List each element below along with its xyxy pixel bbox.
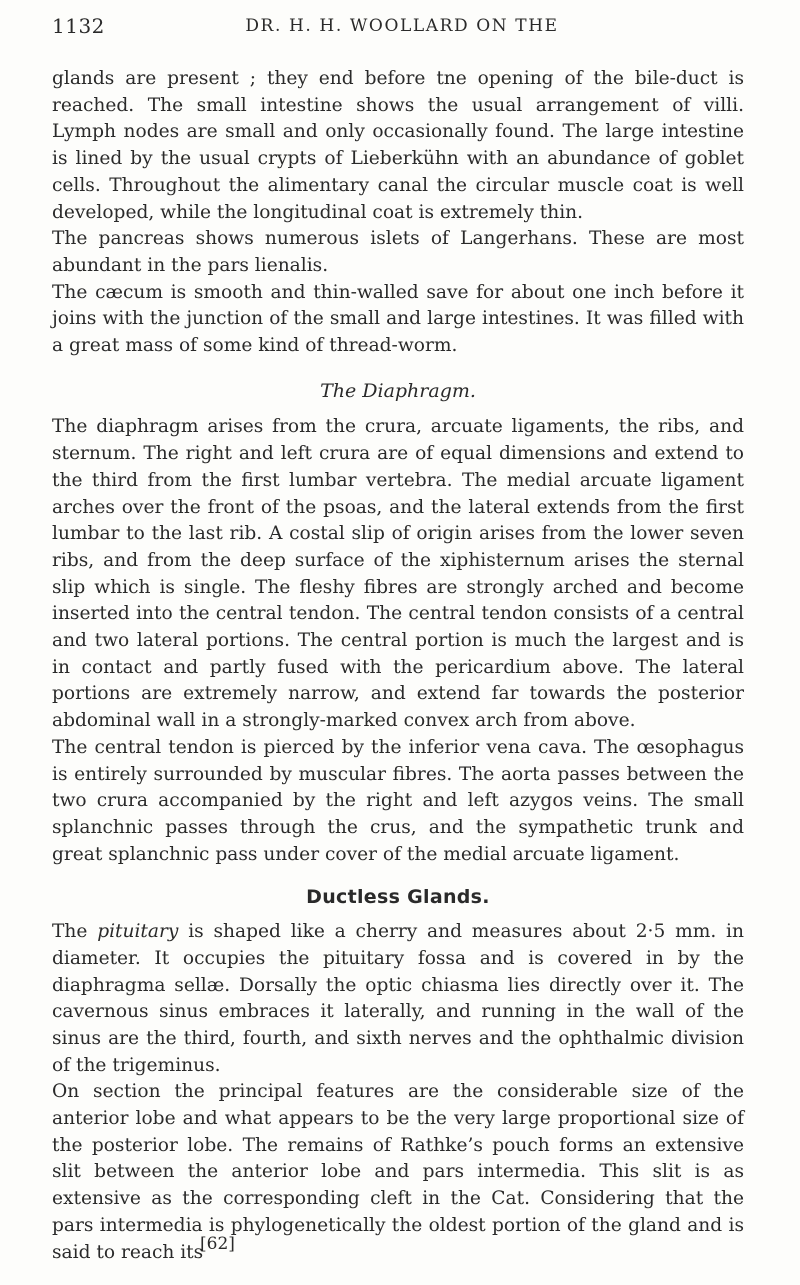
- paragraph-glands: glands are present ; they end before tne opening of the bile-duct is reached. The small intestine shows the usual arrangement of villi. Lymph nodes are small and only occasionally found. The large intestine is lined by the usual crypts of Lieberkühn with an abundance of goblet cells. Throughout the alimentary canal the circular muscle coat is well developed, while the longitudinal coat is extremely thin.: [52, 68, 744, 223]
- running-head: DR. H. H. WOOLLARD ON THE: [245, 16, 559, 36]
- paragraph-pituitary-section: On section the principal features are the considerable size of the anterior lobe and what appears to be the very large proportional size of the posterior lobe. The remains of Rathke’s pouch forms an extensive slit between the anterior lobe and pars intermedia. This slit is as extensive as the corresponding cleft in the Cat. Considering that the pars intermedia is phylogenetically the oldest portion of the gland and is said to reach its: [52, 1081, 744, 1263]
- pituitary-rest: is shaped like a cherry and measures about 2·5 mm. in diameter. It occupies the pituitary fossa and is covered in by the diaphragma sellæ. Dorsally the optic chiasma lies directly over it. The cavernous sinus embraces it laterally, and running in the wall of the sinus are the third, fourth, and sixth nerves and the ophthalmic division of the trigeminus.: [52, 921, 744, 1076]
- body-text: [52, 66, 744, 1266]
- pituitary-lead: The: [52, 921, 98, 943]
- paragraph-central-tendon: The central tendon is pierced by the inferior vena cava. The œsophagus is entirely surrounded by muscular fibres. The aorta passes between the two crura accompanied by the right and left azygos veins. The small splanchnic passes through the crus, and the sympathetic trunk and great splanchnic pass under cover of the medial arcuate ligament.: [52, 736, 744, 865]
- pituitary-term: pituitary: [97, 921, 179, 943]
- page-header: [52, 14, 752, 48]
- footer-bracket-mark: [62]: [200, 1234, 235, 1254]
- section-heading-ductless-glands: Ductless Glands.: [306, 886, 490, 909]
- page-number: 1132: [52, 14, 105, 38]
- subhead-diaphragm: The Diaphragm.: [320, 379, 476, 402]
- paragraph-pituitary: [52, 919, 744, 1079]
- paragraph-diaphragm-origin: The diaphragm arises from the crura, arcuate ligaments, the ribs, and sternum. The right and left crura are of equal dimensions and extend to the third from the first lumbar vertebra. The medial arcuate ligament arches over the front of the psoas, and the lateral extends from the first lumbar to the last rib. A costal slip of origin arises from the lower seven ribs, and from the deep surface of the xiphisternum arises the sternal slip which is single. The fleshy fibres are strongly arched and become inserted into the central tendon. The central tendon consists of a central and two lateral portions. The central portion is much the largest and is in contact and partly fused with the pericardium above. The lateral portions are extremely narrow, and extend far towards the posterior abdominal wall in a strongly-marked convex arch from above.: [52, 416, 744, 732]
- paragraph-pancreas: The pancreas shows numerous islets of Langerhans. These are most abundant in the pars lienalis.: [52, 228, 744, 276]
- paragraph-caecum: The cæcum is smooth and thin-walled save for about one inch before it joins with the junction of the small and large intestines. It was filled with a great mass of some kind of thread-worm.: [52, 281, 744, 357]
